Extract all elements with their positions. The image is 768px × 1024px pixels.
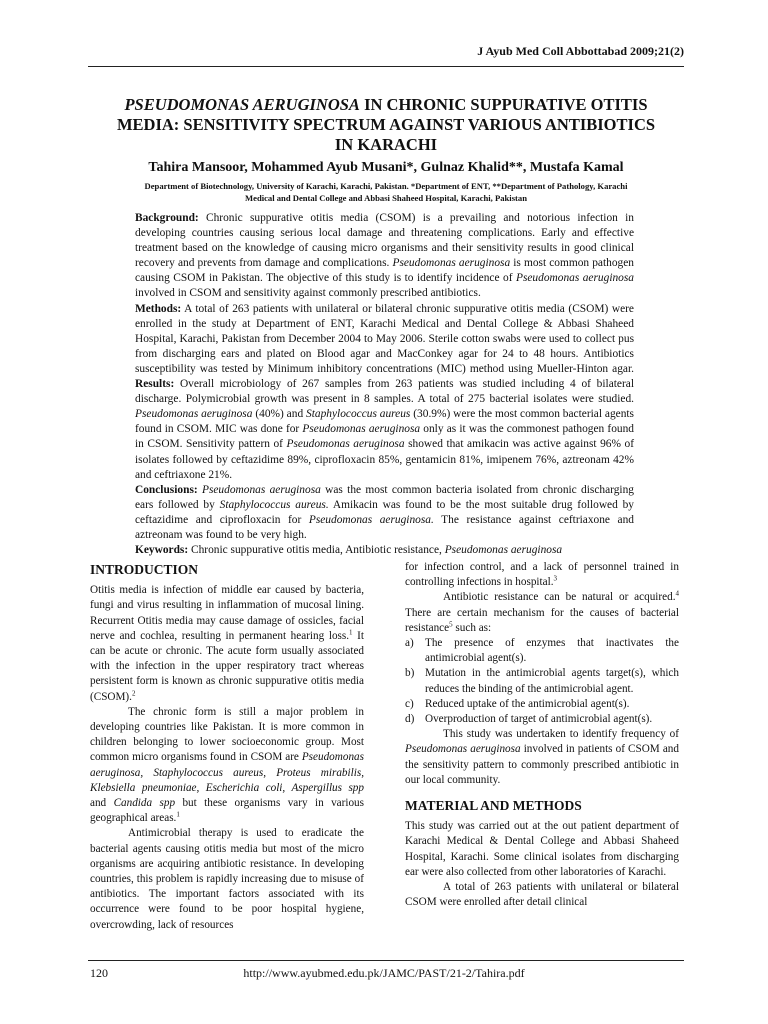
- paper-title: [88, 95, 684, 155]
- right-paragraph-2: [405, 590, 679, 636]
- footer-rule: [88, 960, 684, 961]
- footer-url: http://www.ayubmed.edu.pk/JAMC/PAST/21-2/Tahira.pdf: [243, 966, 525, 980]
- list-item-label: d): [405, 713, 415, 726]
- keywords-label: Keywords:: [135, 544, 189, 557]
- organism-list: Pseudomonas aeruginosa, Staphylococcus aureus, Proteus mirabilis, Klebsiella pneumoniae, Escherichia coli, Aspergillus spp: [90, 751, 364, 794]
- list-item-label: a): [405, 637, 414, 650]
- affiliation: [96, 180, 676, 204]
- list-item: [405, 636, 679, 666]
- header-rule: [88, 66, 684, 67]
- methods-label: Methods:: [135, 302, 182, 315]
- right-text-2b: There are certain mechanism for the causes of bacterial resistance: [405, 606, 679, 634]
- introduction-heading: INTRODUCTION: [90, 562, 199, 577]
- right-text-2a: Antibiotic resistance can be natural or acquired.: [443, 591, 676, 604]
- list-item-text: The presence of enzymes that inactivates the antimicrobial agent(s).: [425, 637, 679, 665]
- author-list: Tahira Mansoor, Mohammed Ayub Musani*, Gulnaz Khalid**, Mustafa Kamal: [148, 160, 624, 175]
- results-label: Results:: [135, 378, 175, 391]
- background-text-1: Chronic suppurative otitis media (CSOM) is a prevailing and notorious infection in developing countries causing serious local damage and threatening complications. Early and effective treatment based on the knowledge of causing micro organisms and their sensitivity results in good clinical recovery and prevents from damage and complications.: [135, 212, 634, 270]
- intro-and: and: [90, 797, 114, 810]
- right-text-3b: involved in patients of CSOM and the sensitivity pattern to commonly prescribed antibiotic in our local community.: [405, 743, 679, 786]
- abstract-conclusions: [135, 483, 634, 543]
- citation-1: 1: [349, 628, 353, 637]
- affiliation-line1: Department of Biotechnology, University of Karachi, Karachi, Pakistan. *Department of ENT, **Department of Pathology, Karachi: [144, 181, 628, 191]
- list-item: [405, 666, 679, 696]
- citation-5: 5: [449, 620, 453, 629]
- abstract-methods: [135, 302, 634, 483]
- abstract-keywords: [135, 543, 634, 558]
- right-column: [405, 560, 679, 910]
- right-text-3a: This study was undertaken to identify frequency of: [443, 728, 679, 741]
- citation-3: 3: [553, 574, 558, 583]
- intro-paragraph-1: [90, 583, 364, 705]
- intro-text-2a: The chronic form is still a major problem in developing countries like Pakistan. It is more common in children belonging to lower socioeconomic group. Most common micro organisms found in CSOM are: [90, 705, 364, 764]
- organism-name: Pseudomonas aeruginosa: [201, 483, 321, 496]
- list-item: [405, 712, 679, 727]
- resistance-mechanism-list: [405, 636, 679, 727]
- list-item-label: c): [405, 697, 414, 710]
- organism-name: Staphylococcus aureus: [306, 408, 411, 421]
- methods-text: A total of 263 patients with unilateral or bilateral chronic suppurative otitis media (CSOM) were enrolled in the study at Department of ENT, Karachi Medical and Dental College & Abbasi Shaheed Hospital, Karachi, Pakistan from December 2004 to May 2006. Sterile cotton swabs were used to collect pus from discharging ears and plated on Blood agar and MacConkey agar for 24 to 48 hours. Antibiotics susceptibility was tested by Minimum inhibitory concentrations (MIC) method using Mueller-Hinton agar.: [135, 302, 634, 375]
- results-text-4: only as it was the commonest pathogen found in CSOM. Sensitivity pattern of: [135, 423, 634, 451]
- results-text-5: showed that amikacin was active against 96% of isolates followed by ceftazidime 89%, ciprofloxacin 85%, gentamicin 81%, imipenem 76%, aztreonam 42% and ceftriaxone 21%.: [135, 438, 634, 481]
- list-item-text: Overproduction of target of antimicrobial agent(s).: [425, 713, 653, 726]
- methods-paragraph-2: A total of 263 patients with unilateral or bilateral CSOM were enrolled after detail clinical: [405, 881, 679, 909]
- title-line1: IN CHRONIC SUPPURATIVE OTITIS: [359, 95, 648, 114]
- list-item-text: Reduced uptake of the antimicrobial agent(s).: [425, 697, 630, 710]
- organism-name: Pseudomonas aeruginosa.: [308, 513, 434, 526]
- title-line2: MEDIA: SENSITIVITY SPECTRUM AGAINST VARIOUS ANTIBIOTICS: [116, 115, 656, 134]
- methods-heading: MATERIAL AND METHODS: [405, 798, 582, 814]
- intro-text-1b: It can be acute or chronic. The acute form usually associated with the infection in the upper respiratory tract whereas persistent form is known as chronic suppurative otitis media (CSOM).: [90, 629, 364, 703]
- page-number: 120: [90, 966, 108, 980]
- results-text-3: (30.9%) were the most common bacterial agents found in CSOM. MIC was done for: [135, 408, 634, 436]
- intro-paragraph-2: [90, 705, 364, 827]
- organism-name: Pseudomonas aeruginosa: [515, 272, 634, 285]
- list-item-label: b): [405, 667, 415, 680]
- methods-paragraph-1: This study was carried out at the out patient department of Karachi Medical & Dental College and Abbasi Shaheed Hospital, Karachi. Some clinical isolates from discharging ear were also collected from other laboratories of Karachi.: [405, 820, 679, 878]
- conclusions-text-3: Amikacin was found to be the most suitable drug followed by ceftazidime and ciprofloxacin for: [135, 498, 634, 526]
- citation-2: 2: [131, 688, 136, 697]
- organism-name: Staphylococcus aureus.: [219, 498, 329, 511]
- right-paragraph-1: [405, 560, 679, 590]
- intro-text-1a: Otitis media is infection of middle ear caused by bacteria, fungi and virus resulting in inflammation of mucosal lining. Recurrent Otitis media may cause damage of ossicles, facial nerve and cochlea, resulting in permanent hearing loss.: [90, 584, 364, 642]
- background-text-3: involved in CSOM and sensitivity against commonly prescribed antibiotics.: [135, 287, 481, 300]
- title-line3: IN KARACHI: [334, 135, 438, 154]
- organism-name: Pseudomonas aeruginosa: [135, 408, 253, 421]
- right-text-2c: such as:: [452, 621, 492, 634]
- list-item-text: Mutation in the antimicrobial agents target(s), which reduces the binding of the antimicrobial agent.: [425, 667, 679, 695]
- intro-text-2b: but these organisms vary in various geographical areas.: [90, 797, 364, 825]
- citation-4: 4: [675, 589, 679, 598]
- keywords-text: Chronic suppurative otitis media, Antibiotic resistance,: [188, 544, 445, 557]
- conclusions-text-4: The resistance against ceftriaxone and aztreonam was found to be very high.: [135, 513, 634, 541]
- organism-name: Pseudomonas aeruginosa: [286, 438, 405, 451]
- organism-name: Pseudomonas aeruginosa: [392, 257, 511, 270]
- intro-paragraph-3: Antimicrobial therapy is used to eradicate the bacterial agents causing otitis media but most of the micro organisms are acquiring antibiotic resistance. In developing countries, this problem is rapidly increasing due to misuse of antibiotics. The important factors associated with its occurrence were found to be poor hospital hygiene, overcrowding, lack of resources: [90, 827, 364, 931]
- organism-name: Pseudomonas aeruginosa: [405, 743, 521, 756]
- conclusions-text-2: was the most common bacteria isolated from chronic discharging ears followed by: [135, 483, 634, 511]
- title-organism: PSEUDOMONAS AERUGINOSA: [124, 95, 360, 114]
- affiliation-line2: Medical and Dental College and Abbasi Shaheed Hospital, Karachi, Pakistan: [245, 193, 527, 203]
- citation-1: 1: [176, 810, 180, 819]
- abstract-background: [135, 211, 634, 302]
- organism-name: Pseudomonas aeruginosa: [444, 544, 563, 557]
- organism-name: Pseudomonas aeruginosa: [302, 423, 421, 436]
- right-text-1: for infection control, and a lack of personnel trained in controlling infections in hospital.: [405, 561, 679, 589]
- results-text-1: Overall microbiology of 267 samples from 263 patients was studied including 4 of bilateral discharge. Polymicrobial growth was present in 8 samples. A total of 275 bacterial isolates were studied.: [135, 378, 634, 406]
- results-text-2: (40%) and: [252, 408, 307, 421]
- journal-reference: J Ayub Med Coll Abbottabad 2009;21(2): [477, 44, 684, 58]
- organism-name: Candida spp: [113, 797, 176, 810]
- conclusions-label: Conclusions:: [135, 483, 198, 496]
- right-paragraph-3: [405, 727, 679, 788]
- abstract: [135, 211, 634, 558]
- left-column: [90, 562, 364, 933]
- background-label: Background:: [135, 212, 199, 224]
- background-text-2: is most common pathogen causing CSOM in Pakistan. The objective of this study is to identify incidence of: [135, 257, 634, 285]
- list-item: [405, 697, 679, 712]
